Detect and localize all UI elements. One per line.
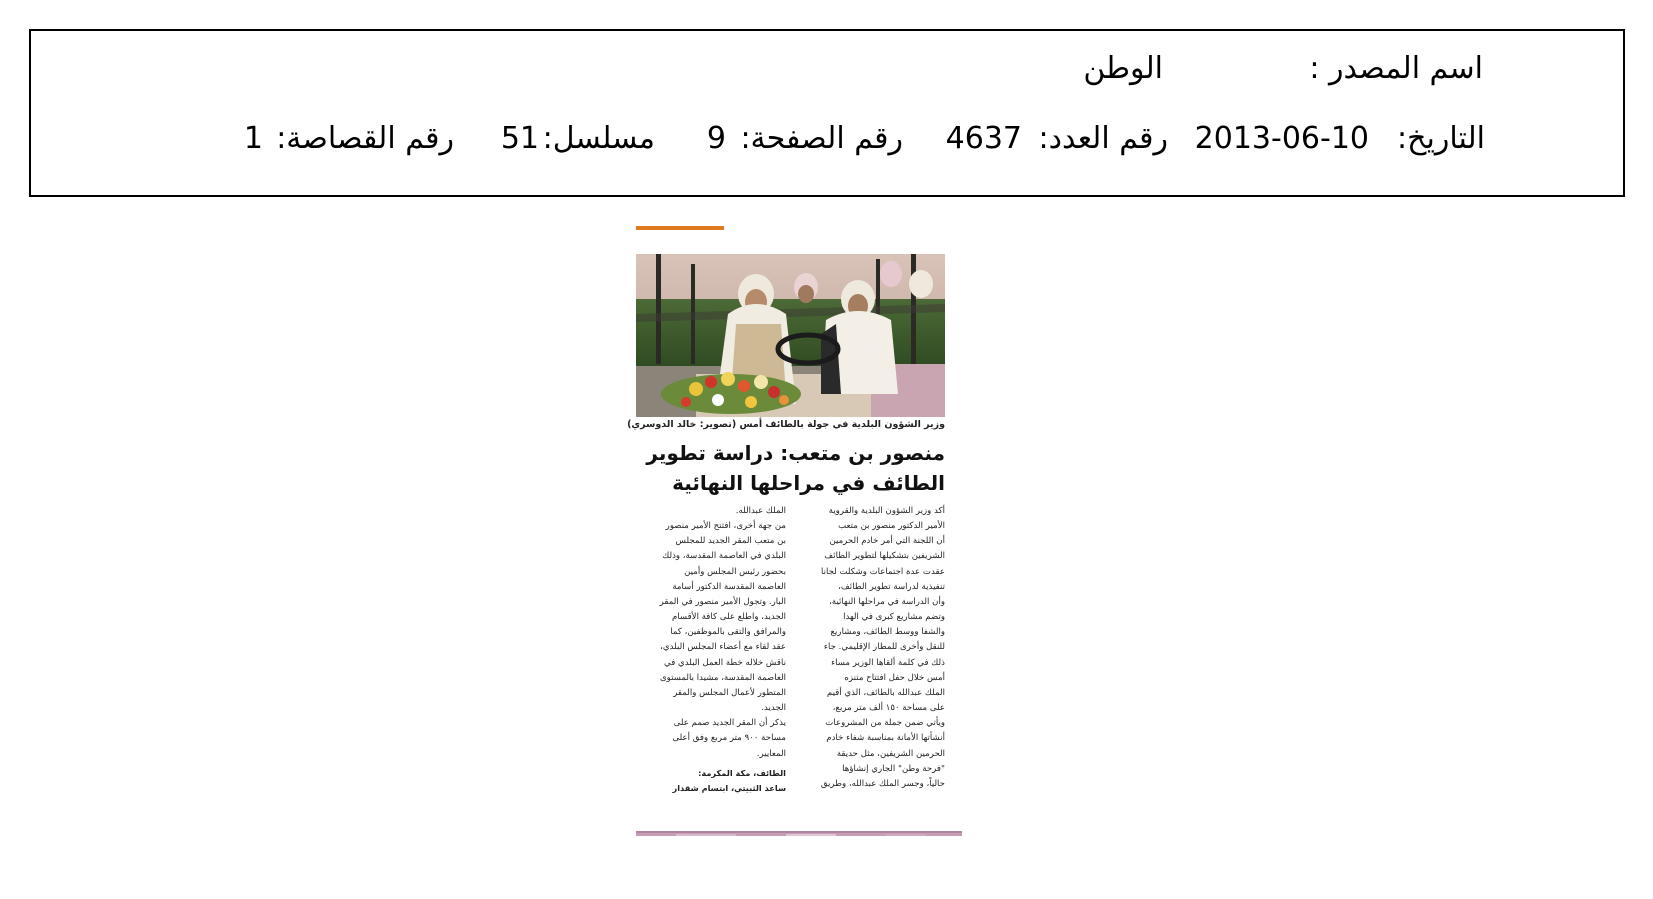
article-text-line: الحرمين الشريفين، مثل حديقة bbox=[836, 748, 945, 759]
date-value: 2013-06-10 bbox=[1194, 121, 1369, 156]
clip-value: 1 bbox=[243, 121, 263, 156]
article-text-line: ناقش خلاله خطة العمل البلدي في bbox=[664, 657, 786, 668]
article-text-line: المتطور لأعمال المجلس والمقر bbox=[673, 687, 786, 698]
article-text-line: بحضور رئيس المجلس وأمين bbox=[684, 566, 786, 577]
article-text-line: أكد وزير الشؤون البلدية والقروية bbox=[828, 506, 945, 516]
article-text-line: يذكر أن المقر الجديد صمم على bbox=[673, 718, 786, 729]
article-text-line: للنقل وأخرى للمطار الإقليمي. جاء bbox=[823, 642, 945, 653]
article-text-line: المعايير. bbox=[756, 748, 786, 759]
article-text-line: والمرافق والتقى بالموظفين، كما bbox=[670, 627, 786, 638]
article-text-line: حالياً، وجسر الملك عبدالله، وطريق bbox=[820, 778, 945, 789]
issue-label: رقم العدد: bbox=[1038, 121, 1168, 156]
article-text-line: والشفا ووسط الطائف، ومشاريع bbox=[830, 627, 945, 638]
article-text-line: من جهة أخرى، افتتح الأمير منصور bbox=[665, 521, 786, 532]
article-dateline: الطائف، مكة المكرمة: bbox=[698, 767, 786, 778]
page-value: 9 bbox=[706, 121, 726, 156]
article-text-line: مساحة ٩٠٠ متر مربع وفق أعلى bbox=[672, 733, 786, 744]
article-text-line: بن متعب المقر الجديد للمجلس bbox=[675, 536, 786, 547]
source-label: اسم المصدر : bbox=[1309, 51, 1483, 86]
article-text-line: الشريفين بتشكيلها لتطوير الطائف bbox=[824, 551, 945, 562]
article-text-line: العاصمة المقدسة الدكتور أسامة bbox=[672, 581, 786, 592]
article-text-line: أمس خلال حفل افتتاح متنزه bbox=[844, 672, 945, 683]
source-value: الوطن bbox=[1083, 51, 1163, 86]
article-column-right bbox=[800, 504, 945, 792]
article-headline bbox=[636, 438, 945, 498]
article-text-line: البلدي في العاصمة المقدسة، وذلك bbox=[662, 551, 786, 562]
article-text-line: تنفيذية لدراسة تطوير الطائف، bbox=[838, 581, 945, 592]
article-text-line: ذلك في كلمة ألقاها الوزير مساء bbox=[831, 657, 945, 668]
clipping-info-box bbox=[29, 29, 1625, 197]
article-text-line: عقد لقاء مع أعضاء المجلس البلدي، bbox=[660, 642, 786, 653]
article-photo bbox=[636, 254, 945, 417]
headline-line-2: الطائف في مراحلها النهائية bbox=[672, 471, 945, 495]
article-text-line: الجديد، واطلع على كافة الأقسام bbox=[671, 612, 786, 623]
article-text-line: وتضم مشاريع كبرى في الهدا bbox=[843, 612, 945, 623]
article-text-line: الجديد. bbox=[761, 703, 786, 714]
article-text-line: الأمير الدكتور منصور بن متعب bbox=[838, 521, 945, 532]
article-text-line: الملك عبدالله. bbox=[735, 506, 786, 516]
next-article-photo-edge bbox=[636, 826, 962, 836]
clip-label: رقم القصاصة: bbox=[276, 121, 454, 156]
article-text-line: "فرحة وطن" الجاري إنشاؤها bbox=[842, 763, 945, 774]
article-text-line: البار. وتجول الأمير منصور في المقر bbox=[659, 596, 786, 607]
article-text-line: العاصمة المقدسة، مشيدا بالمستوى bbox=[659, 672, 786, 683]
article-text-line: على مساحة ١٥٠ ألف متر مربع، bbox=[832, 703, 945, 714]
accent-bar bbox=[636, 226, 724, 230]
article-text-line: وأن الدراسة في مراحلها النهائية، bbox=[829, 596, 945, 607]
article-column-left bbox=[636, 504, 786, 796]
article-text-line: أن اللجنة التي أمر خادم الحرمين bbox=[829, 536, 945, 547]
page-label: رقم الصفحة: bbox=[740, 121, 903, 156]
photo-caption: وزير الشؤون البلدية في جولة بالطائف أمس (تصوير: خالد الدوسري) bbox=[627, 419, 945, 430]
article-text-line: أنشأتها الأمانة بمناسبة شفاء خادم bbox=[826, 733, 945, 744]
newspaper-clipping bbox=[627, 226, 966, 836]
article-text-line: ويأتي ضمن جملة من المشروعات bbox=[825, 718, 945, 729]
article-text-line: عقدت عدة اجتماعات وشكلت لجانا bbox=[820, 566, 945, 577]
issue-value: 4637 bbox=[945, 121, 1022, 156]
serial-label: مسلسل: bbox=[542, 121, 655, 156]
date-label: التاريخ: bbox=[1397, 121, 1485, 156]
article-byline: ساعد الثبيتي، ابتسام شقدار bbox=[672, 782, 786, 793]
headline-line-1: منصور بن متعب: دراسة تطوير bbox=[646, 441, 945, 465]
serial-value: 51 bbox=[500, 121, 539, 156]
article-text-line: الملك عبدالله بالطائف، الذي أقيم bbox=[826, 687, 945, 698]
